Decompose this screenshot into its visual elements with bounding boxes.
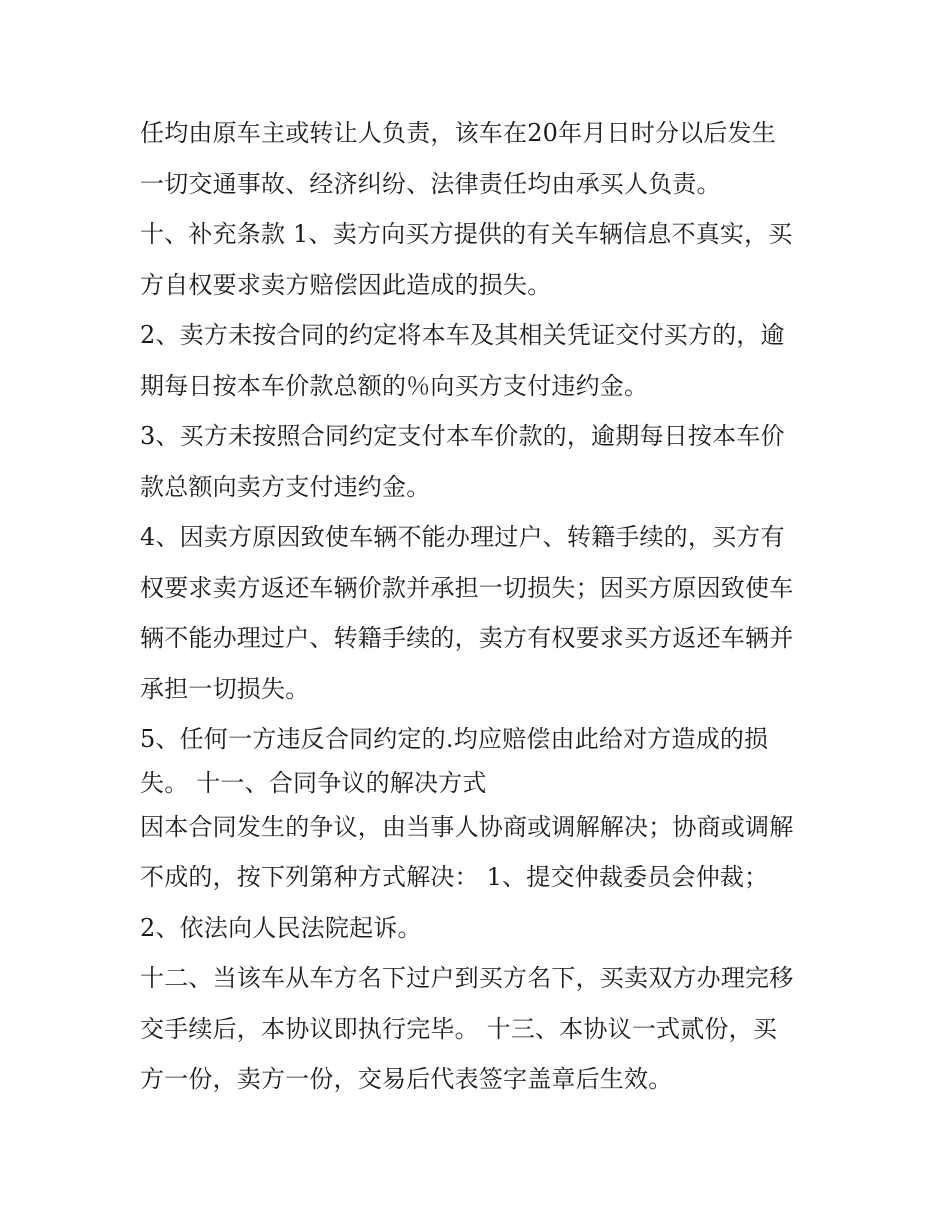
text-line-13: 5、任何一方违反合同约定的.均应赔偿由此给对方造成的损 (140, 725, 769, 753)
text-line-2: 一切交通事故、经济纠纷、法律责任均由承买人负责。 (140, 169, 721, 198)
text-line-5: 2、卖方未按合同的约定将本车及其相关凭证交付买方的，逾 (140, 321, 785, 349)
text-line-10: 权要求卖方返还车辆价款并承担一切损失；因买方原因致使车 (140, 573, 794, 602)
text-line-16: 不成的，按下列第种方式解决： 1、提交仲裁委员会仲裁； (140, 863, 769, 891)
text-line-12: 承担一切损失。 (140, 674, 310, 703)
text-line-1: 任均由原车主或转让人负责，该车在20年月日时分以后发生 (140, 119, 776, 147)
text-line-9: 4、因卖方原因致使车辆不能办理过户、转籍手续的，买方有 (140, 523, 785, 551)
text-line-11: 辆不能办理过户、转籍手续的，卖方有权要求买方返还车辆并 (140, 624, 794, 652)
text-line-14: 失。 十一、合同争议的解决方式 (140, 768, 487, 797)
text-line-15: 因本合同发生的争议，由当事人协商或调解解决；协商或调解 (140, 812, 794, 841)
text-line-20: 方一份，卖方一份，交易后代表签字盖章后生效。 (140, 1065, 673, 1093)
document-body (140, 108, 820, 1105)
text-line-8: 款总额向卖方支付违约金。 (140, 472, 431, 501)
text-line-6: 期每日按本车价款总额的％向买方支付违约金。 (140, 371, 649, 400)
text-line-17: 2、依法向人民法院起诉。 (140, 913, 422, 942)
text-line-3: 十、补充条款 1、卖方向买方提供的有关车辆信息不真实，买 (140, 220, 793, 248)
text-line-18: 十二、当该车从车方名下过户到买方名下，买卖双方办理完移 (140, 964, 794, 992)
text-line-19: 交手续后，本协议即执行完毕。 十三、本协议一式贰份，买 (140, 1014, 778, 1043)
text-line-4: 方自权要求卖方赔偿因此造成的损失。 (140, 270, 552, 299)
text-line-7: 3、买方未按照合同约定支付本车价款的，逾期每日按本车价 (140, 422, 785, 450)
